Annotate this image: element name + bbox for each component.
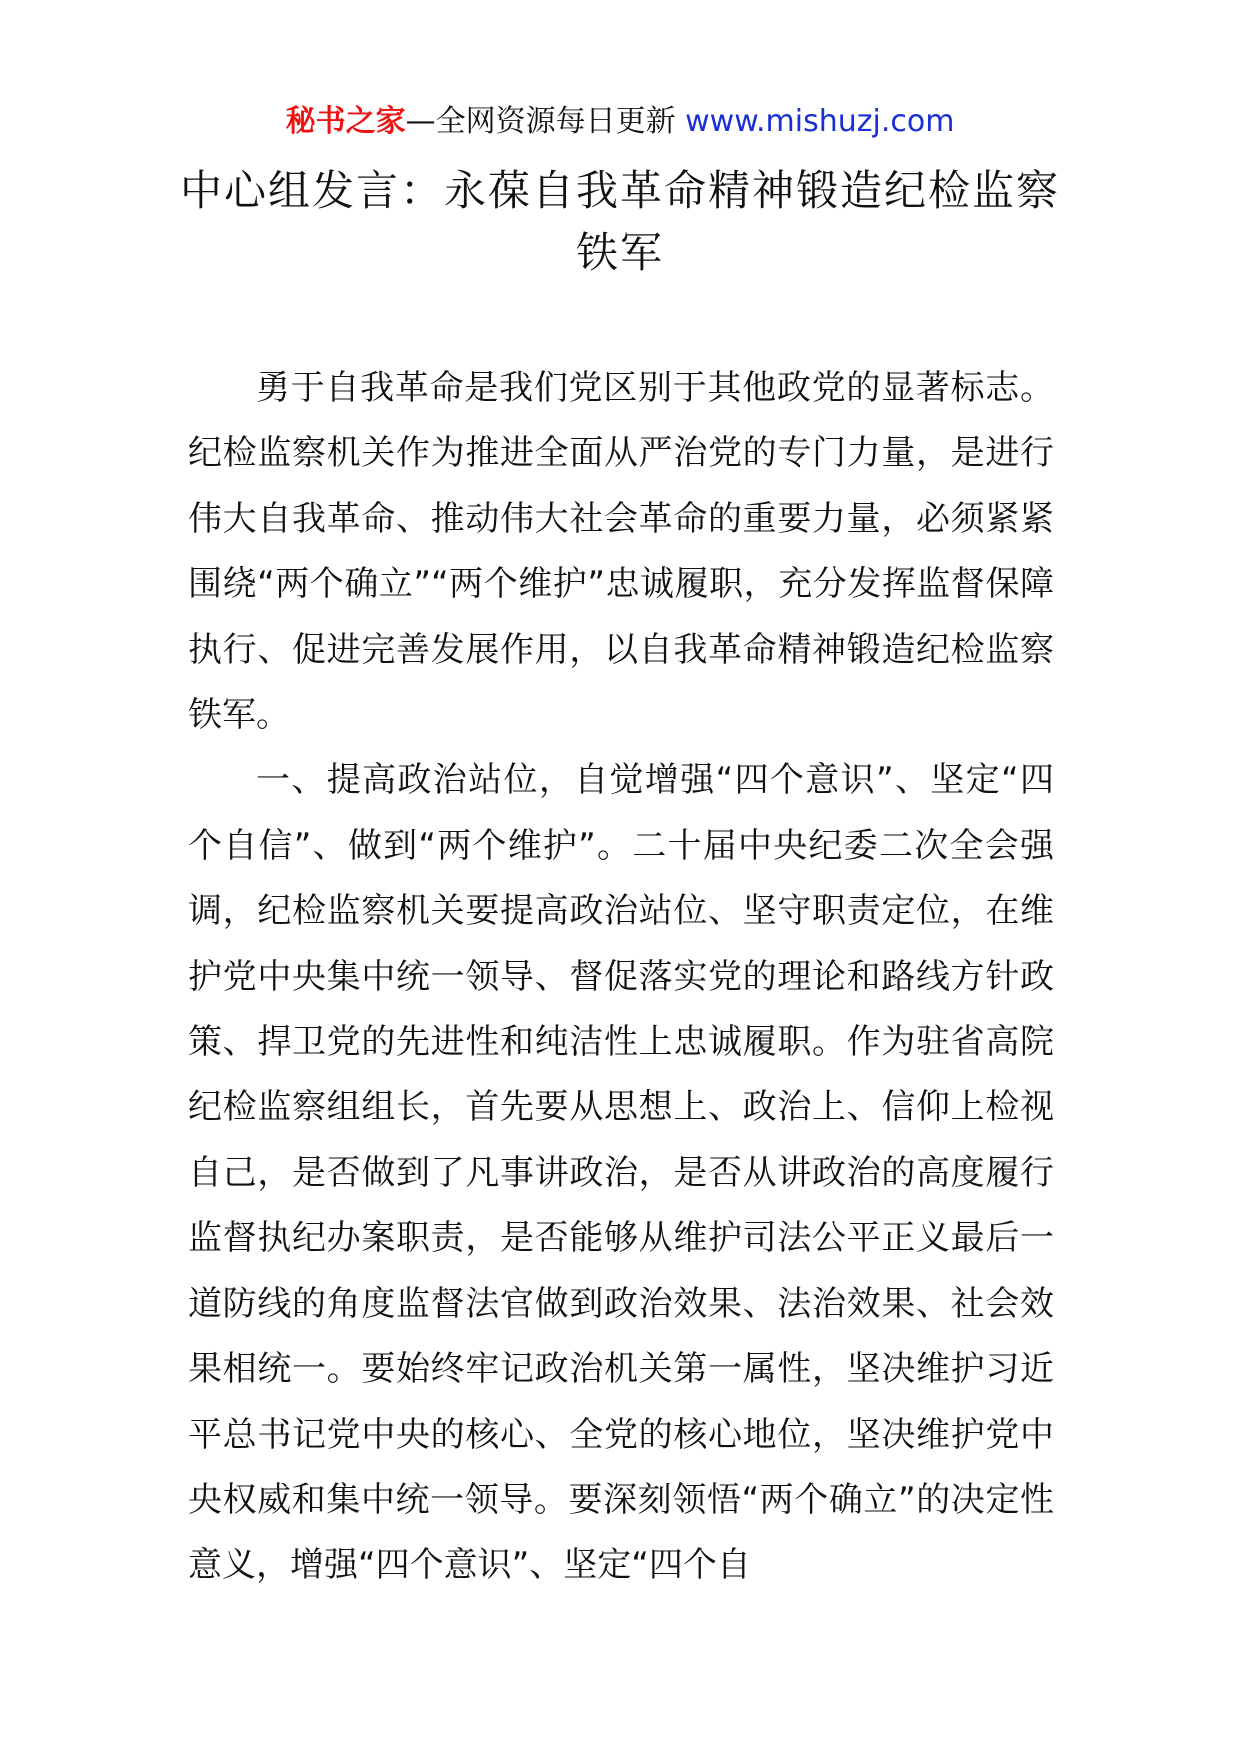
body-paragraph-intro: 勇于自我革命是我们党区别于其他政党的显著标志。纪检监察机关作为推进全面从严治党的专门力量，是进行伟大自我革命、推动伟大社会革命的重要力量，必须紧紧围绕“两个确立”“两个维护”忠诚履职，充分发挥监督保障执行、促进完善发展作用，以自我革命精神锻造纪检监察铁军。 bbox=[188, 368, 1054, 736]
site-brand-name: 秘书之家 bbox=[285, 104, 406, 139]
site-tagline: —全网资源每日更新 bbox=[405, 104, 676, 139]
document-body bbox=[188, 356, 1054, 1599]
document-title: 中心组发言：永葆自我革命精神锻造纪检监察铁军 bbox=[180, 166, 1061, 277]
site-url-link[interactable]: www.mishuzj.com bbox=[685, 104, 955, 139]
body-paragraph-section-one: 一、提高政治站位，自觉增强“四个意识”、坚定“四个自信”、做到“两个维护”。二十届中央纪委二次全会强调，纪检监察机关要提高政治站位、坚守职责定位，在维护党中央集中统一领导、督促落实党的理论和路线方针政策、捍卫党的先进性和纯洁性上忠诚履职。作为驻省高院纪检监察组组长，首先要从思想上、政治上、信仰上检视自己，是否做到了凡事讲政治，是否从讲政治的高度履行监督执纪办案职责，是否能够从维护司法公平正义最后一道防线的角度监督法官做到政治效果、法治效果、社会效果相统一。要始终牢记政治机关第一属性，坚决维护习近平总书记党中央的核心、全党的核心地位，坚决维护党中央权威和集中统一领导。要深刻领悟“两个确立”的决定性意义，增强“四个意识”、坚定“四个自 bbox=[188, 760, 1054, 1586]
site-header-banner bbox=[0, 102, 1240, 142]
